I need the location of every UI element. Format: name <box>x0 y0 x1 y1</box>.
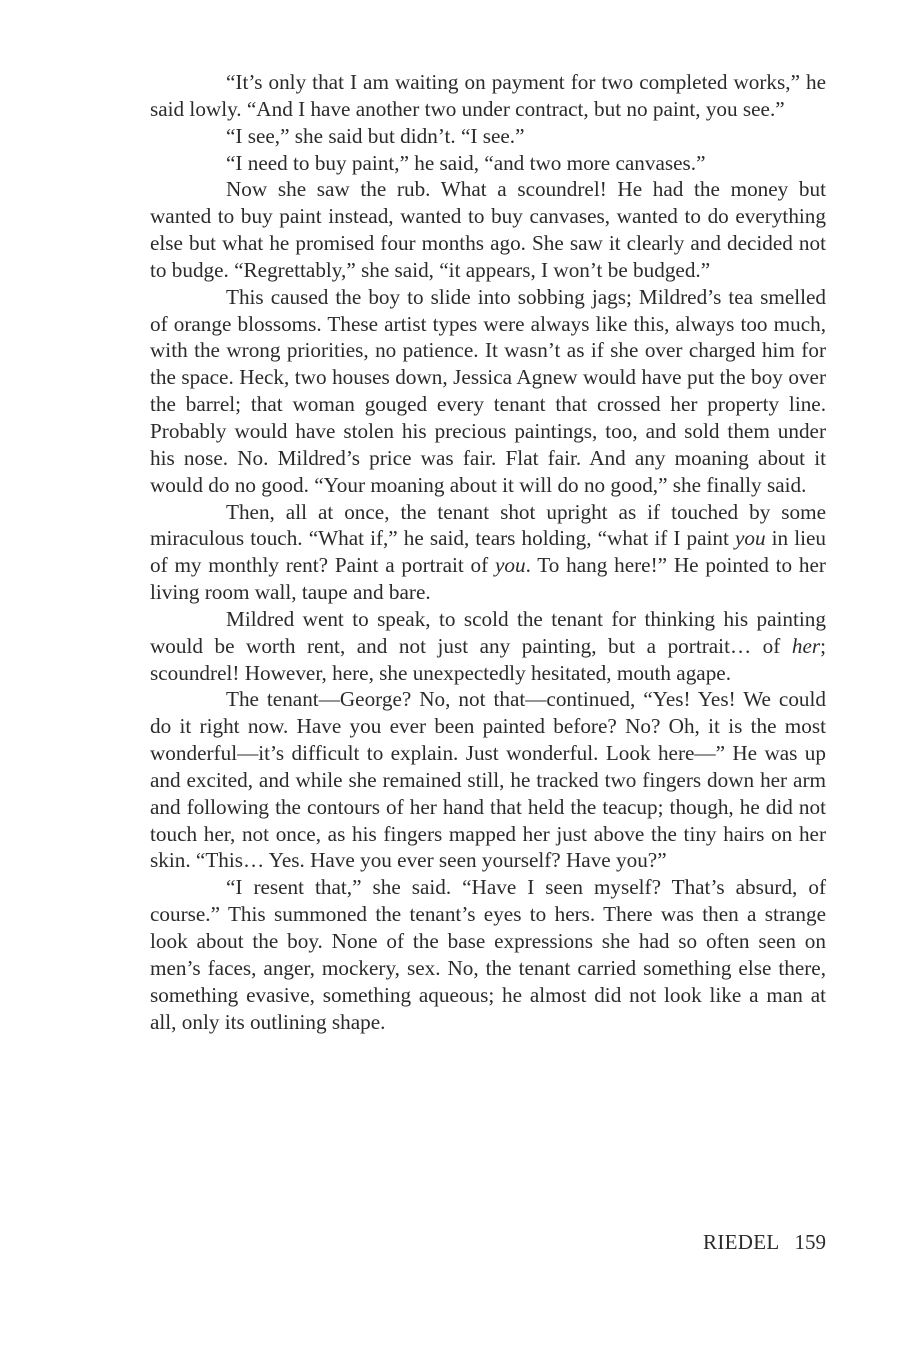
paragraph <box>150 69 826 123</box>
paragraph <box>150 499 826 606</box>
paragraph-text: in lieu of my monthly rent? Paint a portrait of <box>150 526 826 578</box>
paragraph-text: “I see,” she said but didn’t. “I see.” <box>226 123 525 148</box>
emphasis-text: her <box>791 633 821 658</box>
paragraph-text: “It’s only that I am waiting on payment for two completed works,” he said lowly. “And I have another two under contract, but no paint, you see.” <box>150 70 826 121</box>
paragraph-text: . To hang here!” He pointed to her living room wall, taupe and bare. <box>150 553 826 605</box>
emphasis-text: you <box>734 526 766 551</box>
paragraph-text: Now she saw the rub. What a scoundrel! He had the money but wanted to buy paint instead, wanted to buy canvases, wanted to do everything else but what he promised four months ago. She saw it clearly and decided not to budge. “Regrettably,” she said, “it appears, I won’t be budged.” <box>150 177 826 282</box>
paragraph-text: This caused the boy to slide into sobbing jags; Mildred’s tea smelled of orange blossoms. These artist types were always like this, always too much, with the wrong priorities, no patience. It wasn’t as if she over charged him for the space. Heck, two houses down, Jessica Agnew would have put the boy over the barrel; that woman gouged every tenant that crossed her property line. Probably would have stolen his precious paintings, too, and sold them under his nose. No. Mildred’s price was fair. Flat fair. And any moaning about it would do no good. “Your moaning about it will do no good,” she finally said. <box>150 284 826 497</box>
paragraph-text: Mildred went to speak, to scold the tenant for thinking his painting would be worth rent, and not just any painting, but a portrait… of <box>150 606 826 658</box>
paragraph-text: The tenant—George? No, not that—continued, “Yes! Yes! We could do it right now. Have you ever been painted before? No? Oh, it is the most wonderful—it’s difficult to explain. Just wonderful. Look here—” He was up and excited, and while she remained still, he tracked two fingers down her arm and following the contours of her hand that held the teacup; though, he did not touch her, not once, as his fingers mapped her just above the tiny hairs on her skin. “This… Yes. Have you ever seen yourself? Have you?” <box>150 687 826 873</box>
paragraph <box>150 874 826 1035</box>
emphasis-text: you <box>495 553 526 578</box>
page-body <box>150 69 826 1035</box>
paragraph-text: “I need to buy paint,” he said, “and two more canvases.” <box>226 150 706 175</box>
paragraph <box>150 606 826 687</box>
author-name: RIEDEL <box>703 1230 780 1254</box>
paragraph <box>150 284 826 499</box>
paragraph <box>150 123 826 150</box>
running-footer <box>703 1230 826 1255</box>
paragraph <box>150 176 826 283</box>
paragraph-text: “I resent that,” she said. “Have I seen myself? That’s absurd, of course.” This summoned the tenant’s eyes to hers. There was then a strange look about the boy. None of the base expressions she had so often seen on men’s faces, anger, mockery, sex. No, the tenant carried something else there, something evasive, something aqueous; he almost did not look like a man at all, only its outlining shape. <box>150 875 826 1034</box>
paragraph-text: ; scoundrel! However, here, she unexpectedly hesitated, mouth agape. <box>150 633 826 685</box>
paragraph-text: Then, all at once, the tenant shot upright as if touched by some miraculous touch. “What if,” he said, tears holding, “what if I paint <box>150 499 826 551</box>
paragraph <box>150 686 826 874</box>
paragraph <box>150 150 826 177</box>
page-number: 159 <box>794 1230 826 1254</box>
